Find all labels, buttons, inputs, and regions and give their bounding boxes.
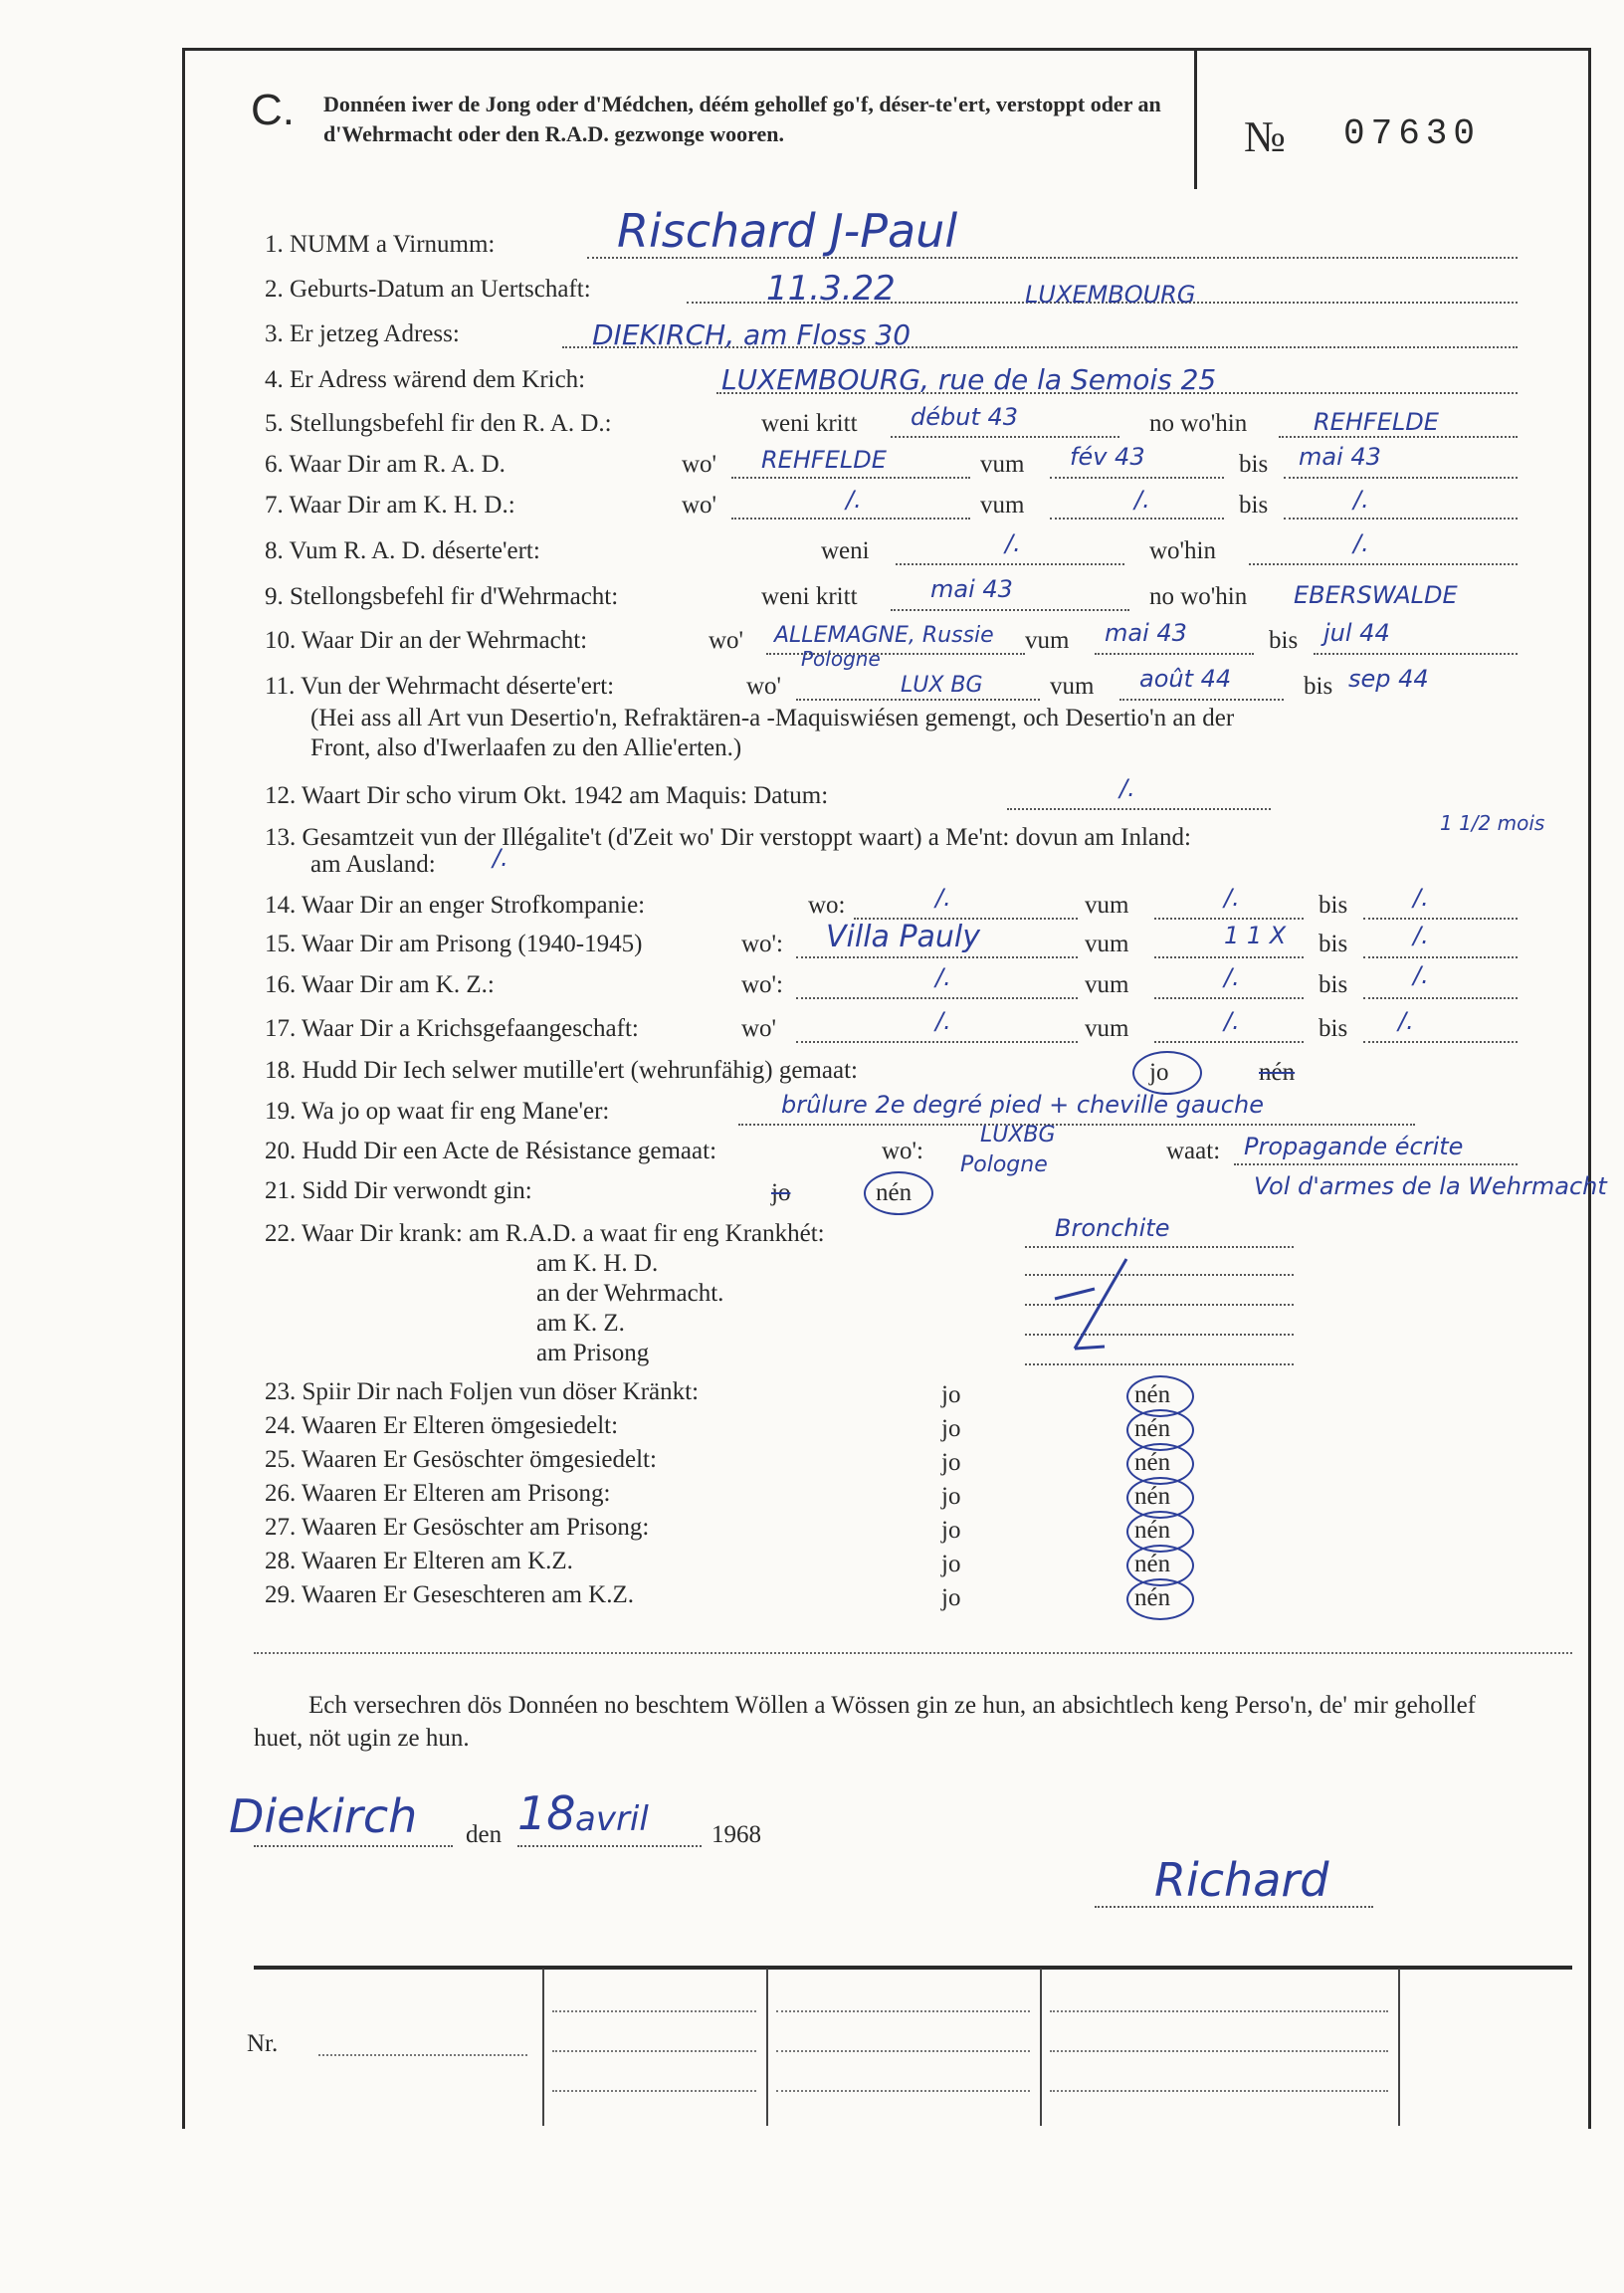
hw-illegal-abroad: /. <box>493 844 508 872</box>
q15-label: 15. Waar Dir am Prisong (1940-1945) <box>265 931 643 957</box>
q22-prisong-field[interactable] <box>1025 1363 1294 1365</box>
q29-nen[interactable]: nén <box>1134 1584 1171 1611</box>
q20-wo: wo': <box>882 1138 924 1164</box>
hw-wm-order-when: mai 43 <box>930 575 1013 603</box>
q7-vum: vum <box>980 492 1025 519</box>
q22-kz: am K. Z. <box>536 1310 625 1337</box>
q13-ausland: am Ausland: <box>310 851 436 878</box>
hw-pow-to: /. <box>1398 1007 1414 1035</box>
q14-from-field[interactable] <box>1154 918 1304 920</box>
q20-label: 20. Hudd Dir een Acte de Résistance gemaat: <box>265 1138 717 1164</box>
hw-resist-what1: Propagande écrite <box>1244 1133 1464 1160</box>
declaration-text: Ech versechren dös Donnéen no beschtem Wöllen a Wössen gin ze hun, an absichtlech keng Perso'n, de' mir gehollef huet, nöt ugin ze hun. <box>254 1692 1477 1752</box>
q11-bis: bis <box>1304 673 1333 700</box>
q22-prisong: am Prisong <box>536 1340 650 1366</box>
footer-top-rule <box>254 1966 1572 1970</box>
q7-label: 7. Waar Dir am K. H. D.: <box>265 492 515 519</box>
q12-label: 12. Waart Dir scho virum Okt. 1942 am Maquis: Datum: <box>265 782 829 809</box>
hw-prison-from: 1 1 X <box>1224 922 1287 949</box>
q6-label: 6. Waar Dir am R. A. D. <box>265 451 506 478</box>
q25-label: 25. Waaren Er Gesöschter ömgesiedelt: <box>265 1446 657 1473</box>
q19-label: 19. Wa jo op waat fir eng Mane'er: <box>265 1098 610 1125</box>
q27-label: 27. Waaren Er Gesöschter am Prisong: <box>265 1514 650 1541</box>
hw-khd-from: /. <box>1134 486 1150 514</box>
q2-label: 2. Geburts-Datum an Uertschaft: <box>265 276 591 303</box>
q15-wo: wo': <box>741 931 784 957</box>
q9-weni: weni kritt <box>761 583 858 610</box>
footer-cell-c3[interactable] <box>1050 2090 1388 2092</box>
footer-col-3 <box>1040 1969 1042 2126</box>
q17-to-field[interactable] <box>1363 1041 1518 1043</box>
hw-maquis-date: /. <box>1119 774 1135 802</box>
q16-bis: bis <box>1319 971 1348 998</box>
q20-waat: waat: <box>1166 1138 1221 1164</box>
footer-cell-b2[interactable] <box>776 2050 1030 2052</box>
q9-when-field[interactable] <box>891 609 1129 611</box>
q8-label: 8. Vum R. A. D. déserte'ert: <box>265 537 540 564</box>
q11-note-1: (Hei ass all Art vun Desertio'n, Refraktären-a -Maquiswiésen gemengt, och Desertio'n an der <box>310 705 1235 731</box>
hw-strof-where: /. <box>935 884 951 912</box>
q7-bis: bis <box>1239 492 1269 519</box>
q5-where-field[interactable] <box>1279 436 1518 438</box>
hw-strof-from: /. <box>1224 884 1240 912</box>
footer-cell-c2[interactable] <box>1050 2050 1388 2052</box>
hw-place: Diekirch <box>229 1789 418 1843</box>
q18-label: 18. Hudd Dir Iech selwer mutille'ert (wehrunfähig) gemaat: <box>265 1057 858 1084</box>
q17-where-field[interactable] <box>796 1041 1078 1043</box>
hw-kz-to: /. <box>1413 961 1429 989</box>
hw-rad-to: mai 43 <box>1299 443 1381 471</box>
footer-cell-a1[interactable] <box>552 2010 756 2012</box>
footer-cell-c1[interactable] <box>1050 2010 1388 2012</box>
hw-illegal-inland: 1 1/2 mois <box>1440 811 1545 835</box>
hw-war-address: LUXEMBOURG, rue de la Semois 25 <box>721 363 1217 396</box>
hw-prison-to: /. <box>1413 922 1429 949</box>
q5-weni: weni kritt <box>761 410 858 437</box>
hw-name: Rischard J-Paul <box>617 204 958 258</box>
q11-label: 11. Vun der Wehrmacht déserte'ert: <box>265 673 615 700</box>
q7-to-field[interactable] <box>1284 518 1518 520</box>
q14-to-field[interactable] <box>1363 918 1518 920</box>
q28-label: 28. Waaren Er Elteren am K.Z. <box>265 1548 573 1574</box>
q16-where-field[interactable] <box>796 997 1078 999</box>
section-title: Donnéen iwer de Jong oder d'Médchen, déém gehollef go'f, déser-te'ert, verstoppt oder an d'Wehrmacht oder den R.A.D. gezwonge wooren. <box>323 92 1161 146</box>
q23-jo[interactable]: jo <box>941 1381 961 1408</box>
hw-rad-when: début 43 <box>911 403 1019 431</box>
q5-label: 5. Stellungsbefehl fir den R. A. D.: <box>265 410 612 437</box>
section-letter: C. <box>251 86 295 134</box>
date-year: 1968 <box>711 1821 761 1848</box>
hw-rad-from: fév 43 <box>1070 443 1145 471</box>
q11-wo: wo' <box>746 673 782 700</box>
q28-nen[interactable]: nén <box>1134 1551 1171 1577</box>
q21-label: 21. Sidd Dir verwondt gin: <box>265 1177 532 1204</box>
q10-bis: bis <box>1269 627 1299 654</box>
footer-cell-b1[interactable] <box>776 2010 1030 2012</box>
hw-pow-where: /. <box>935 1007 951 1035</box>
hw-desert-where2: LUX BG <box>901 673 983 698</box>
hw-desert-rad-when: /. <box>1005 529 1021 557</box>
nr-label: Nr. <box>247 2030 279 2057</box>
q10-from-field[interactable] <box>1095 653 1254 655</box>
number-symbol: № <box>1244 112 1286 161</box>
q8-wohin: wo'hin <box>1149 537 1217 564</box>
q6-wo: wo' <box>682 451 717 478</box>
hw-desert-rad-where: /. <box>1353 529 1369 557</box>
q28-jo[interactable]: jo <box>941 1551 961 1577</box>
q15-from-field[interactable] <box>1154 956 1304 958</box>
q12-field[interactable] <box>1007 808 1271 810</box>
footer-cell-a3[interactable] <box>552 2090 756 2092</box>
q5-when-field[interactable] <box>891 436 1119 438</box>
q10-label: 10. Waar Dir an der Wehrmacht: <box>265 627 588 654</box>
hw-desert-to: sep 44 <box>1348 665 1429 693</box>
q25-nen[interactable]: nén <box>1134 1449 1171 1476</box>
hw-kz-from: /. <box>1224 963 1240 991</box>
q11-from-field[interactable] <box>1119 699 1284 701</box>
q3-label: 3. Er jetzeg Adress: <box>265 320 460 347</box>
q21-jo-option[interactable]: jo <box>771 1179 791 1206</box>
footer-cell-a2[interactable] <box>552 2050 756 2052</box>
hw-rad-where: REHFELDE <box>1314 408 1439 436</box>
q17-label: 17. Waar Dir a Krichsgefaangeschaft: <box>265 1015 639 1042</box>
hw-month: avril <box>575 1799 649 1839</box>
q6-from-field[interactable] <box>1050 477 1224 479</box>
hw-birth-date: 11.3.22 <box>766 269 896 309</box>
q13-label: 13. Gesamtzeit vun der Illégalite't (d'Zeit wo' Dir verstoppt waart) a Me'nt: dovun am Inland: <box>265 824 1191 851</box>
q22-khd: am K. H. D. <box>536 1250 659 1277</box>
q6-to-field[interactable] <box>1284 477 1518 479</box>
hw-day: 18 <box>517 1786 576 1840</box>
hw-birth-place: LUXEMBOURG <box>1025 281 1196 309</box>
hw-signature: Richard <box>1154 1853 1329 1907</box>
q25-jo[interactable]: jo <box>941 1449 961 1476</box>
hw-resist-where2: Pologne <box>960 1152 1048 1177</box>
hw-rad-wo: REHFELDE <box>761 446 887 474</box>
hw-illness: Bronchite <box>1055 1214 1170 1242</box>
illness-strike-mark <box>1035 1249 1154 1358</box>
q5-nowohin: no wo'hin <box>1149 410 1248 437</box>
q8-where-field[interactable] <box>1249 563 1518 565</box>
q16-to-field[interactable] <box>1363 997 1518 999</box>
date-field[interactable] <box>517 1845 702 1847</box>
q6-where-field[interactable] <box>731 477 970 479</box>
q18-jo-option[interactable]: jo <box>1149 1059 1169 1086</box>
q4-label: 4. Er Adress wärend dem Krich: <box>265 366 586 393</box>
q17-bis: bis <box>1319 1015 1348 1042</box>
q7-wo: wo' <box>682 492 717 519</box>
footer-col-1 <box>542 1969 544 2126</box>
q14-wo: wo: <box>808 892 846 919</box>
q15-bis: bis <box>1319 931 1348 957</box>
q29-jo[interactable]: jo <box>941 1584 961 1611</box>
q27-nen[interactable]: nén <box>1134 1517 1171 1544</box>
q11-where-field[interactable] <box>796 699 1040 701</box>
q15-vum: vum <box>1085 931 1129 957</box>
q7-where-field[interactable] <box>731 518 970 520</box>
date-den: den <box>466 1821 503 1848</box>
footer-cell-b3[interactable] <box>776 2090 1030 2092</box>
q10-wo: wo' <box>709 627 744 654</box>
q6-bis: bis <box>1239 451 1269 478</box>
q6-vum: vum <box>980 451 1025 478</box>
q8-weni: weni <box>821 537 870 564</box>
q26-nen[interactable]: nén <box>1134 1483 1171 1510</box>
q18-nen-option[interactable]: nén <box>1259 1059 1296 1086</box>
q10-vum: vum <box>1025 627 1070 654</box>
q15-where-field[interactable] <box>796 956 1078 958</box>
q17-from-field[interactable] <box>1154 1041 1304 1043</box>
q10-to-field[interactable] <box>1314 653 1518 655</box>
footer-col-2 <box>766 1969 768 2126</box>
q22-field[interactable] <box>1025 1246 1294 1248</box>
hw-wm-where: ALLEMAGNE, Russie <box>774 623 994 648</box>
q29-label: 29. Waaren Er Geseschteren am K.Z. <box>265 1581 634 1608</box>
q19-field[interactable] <box>738 1124 1415 1126</box>
q9-label: 9. Stellongsbefehl fir d'Wehrmacht: <box>265 583 619 610</box>
q14-vum: vum <box>1085 892 1129 919</box>
declaration-separator <box>254 1652 1572 1654</box>
q7-from-field[interactable] <box>1050 518 1224 520</box>
nr-field[interactable] <box>318 2054 527 2056</box>
q16-from-field[interactable] <box>1154 997 1304 999</box>
q16-label: 16. Waar Dir am K. Z.: <box>265 971 495 998</box>
hw-resist-what2: Vol d'armes de la Wehrmacht <box>1254 1172 1607 1200</box>
q8-when-field[interactable] <box>896 563 1124 565</box>
hw-mutilation: brûlure 2e degré pied + cheville gauche <box>781 1091 1264 1119</box>
q11-vum: vum <box>1050 673 1095 700</box>
q20-what-field[interactable] <box>1234 1163 1518 1165</box>
hw-desert-from: août 44 <box>1139 665 1232 693</box>
q22-wehrmacht: an der Wehrmacht. <box>536 1280 724 1307</box>
hw-desert-where1: Pologne <box>801 647 881 671</box>
hw-prison-where: Villa Pauly <box>826 920 981 954</box>
q21-nen-circle <box>864 1171 933 1215</box>
hw-strof-to: /. <box>1413 884 1429 912</box>
q11-note-2: Front, also d'Iwerlaafen zu den Allie'erten.) <box>310 734 742 761</box>
hw-khd-where: /. <box>846 486 862 514</box>
hw-wm-from: mai 43 <box>1105 619 1187 647</box>
q16-vum: vum <box>1085 971 1129 998</box>
q16-wo: wo': <box>741 971 784 998</box>
q14-label: 14. Waar Dir an enger Strofkompanie: <box>265 892 646 919</box>
hw-resist-where1: LUXBG <box>980 1123 1056 1147</box>
place-field[interactable] <box>254 1845 453 1847</box>
q23-nen[interactable]: nén <box>1134 1381 1171 1408</box>
q24-jo[interactable]: jo <box>941 1415 961 1442</box>
form-number: 07630 <box>1343 113 1482 154</box>
header-divider <box>1194 48 1197 189</box>
hw-pow-from: /. <box>1224 1007 1240 1035</box>
q21-nen-option[interactable]: nén <box>876 1179 913 1206</box>
q26-jo[interactable]: jo <box>941 1483 961 1510</box>
hw-wm-order-where: EBERSWALDE <box>1294 581 1458 609</box>
q9-nowohin: no wo'hin <box>1149 583 1248 610</box>
q29-nen-circle <box>1126 1578 1194 1620</box>
q18-jo-circle <box>1132 1051 1202 1095</box>
q23-label: 23. Spiir Dir nach Foljen vun döser Kränkt: <box>265 1378 700 1405</box>
q24-label: 24. Waaren Er Elteren ömgesiedelt: <box>265 1412 619 1439</box>
q24-nen[interactable]: nén <box>1134 1415 1171 1442</box>
hw-wm-to: jul 44 <box>1323 619 1390 647</box>
q15-to-field[interactable] <box>1363 956 1518 958</box>
hw-kz-where: /. <box>935 963 951 991</box>
q1-label: 1. NUMM a Virnumm: <box>265 231 496 258</box>
q17-wo: wo' <box>741 1015 777 1042</box>
footer-col-4 <box>1398 1969 1400 2126</box>
q14-bis: bis <box>1319 892 1348 919</box>
q26-label: 26. Waaren Er Elteren am Prisong: <box>265 1480 611 1507</box>
hw-khd-to: /. <box>1353 486 1369 514</box>
q17-vum: vum <box>1085 1015 1129 1042</box>
q27-jo[interactable]: jo <box>941 1517 961 1544</box>
q22-label: 22. Waar Dir krank: am R.A.D. a waat fir eng Krankhét: <box>265 1220 825 1247</box>
hw-address: DIEKIRCH, am Floss 30 <box>592 318 912 351</box>
